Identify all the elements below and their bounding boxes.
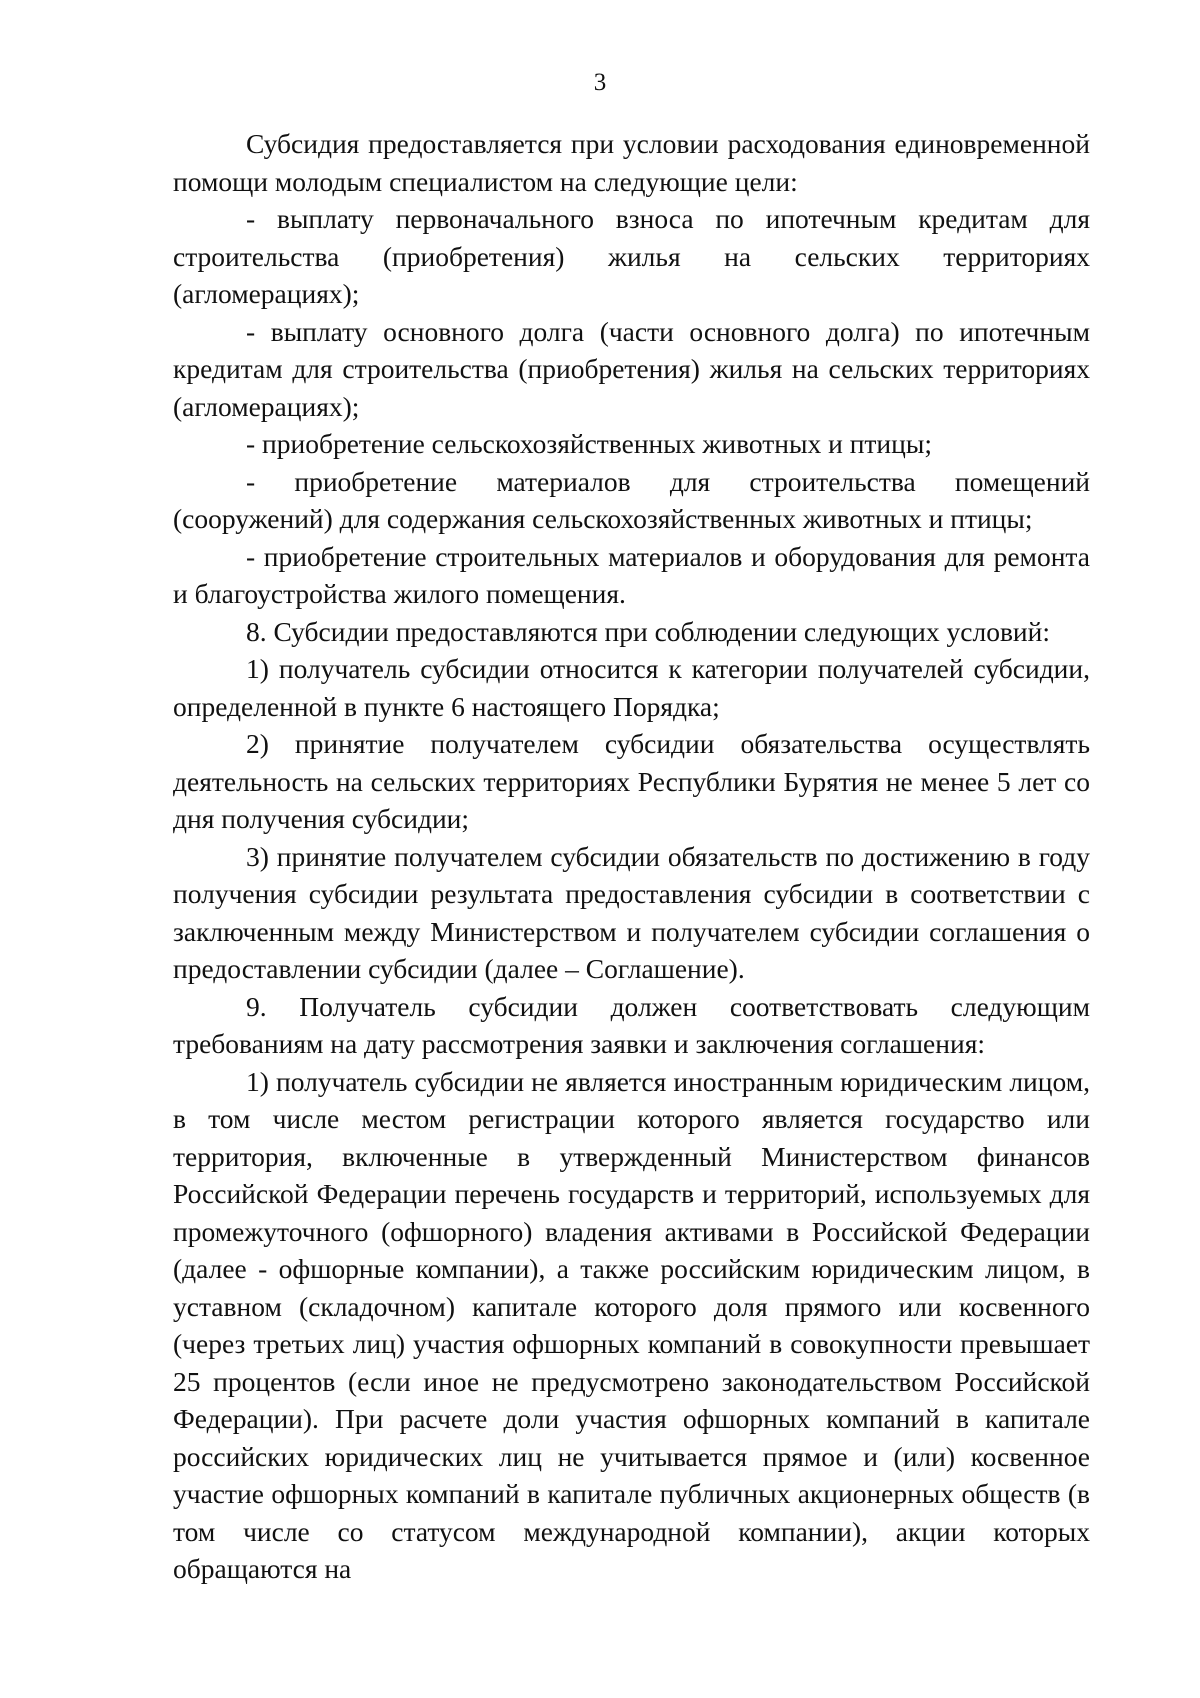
document-body: [173, 125, 1090, 1588]
list-item-repair-materials: - приобретение строительных материалов и оборудования для ремонта и благоустройства жилого помещения.: [173, 540, 1090, 609]
clause-8-item-3: 3) принятие получателем субсидии обязательств по достижению в году получения субсидии результата предоставления субсидии в соответствии с заключенным между Министерством и получателем субсидии соглашения о предоставлении субсидии (далее – Соглашение).: [173, 840, 1090, 984]
clause-9-item-1: 1) получатель субсидии не является иностранным юридическим лицом, в том числе местом регистрации которого является государство или территория, включенные в утвержденный Министерством финансов Российской Федерации перечень государств и территорий, используемых для промежуточного (офшорного) владения активами в Российской Федерации (далее - офшорные компании), а также российским юридическим лицом, в уставном (складочном) капитале которого доля прямого или косвенного (через третьих лиц) участия офшорных компаний в совокупности превышает 25 процентов (если иное не предусмотрено законодательством Российской Федерации). При расчете доли участия офшорных компаний в капитале российских юридических лиц не учитывается прямое и (или) косвенное участие офшорных компаний в капитале публичных акционерных обществ (в том числе со статусом международной компании), акции которых обращаются на: [173, 1065, 1090, 1584]
list-item-principal-debt: - выплату основного долга (части основного долга) по ипотечным кредитам для строительства (приобретения) жилья на сельских территориях (агломерациях);: [173, 315, 1090, 422]
list-item-down-payment: - выплату первоначального взноса по ипотечным кредитам для строительства (приобретения) жилья на сельских территориях (агломерациях);: [173, 203, 1090, 309]
list-item-construction-materials: - приобретение материалов для строительства помещений (сооружений) для содержания сельскохозяйственных животных и птицы;: [173, 465, 1090, 534]
page-number: 3: [593, 69, 607, 96]
paragraph-subsidy-conditions: Субсидия предоставляется при условии расходования единовременной помощи молодым специалистом на следующие цели:: [173, 128, 1090, 197]
clause-9-heading: 9. Получатель субсидии должен соответствовать следующим требованиям на дату рассмотрения заявки и заключения соглашения:: [173, 990, 1090, 1059]
clause-8-item-2: 2) принятие получателем субсидии обязательства осуществлять деятельность на сельских территориях Республики Бурятия не менее 5 лет со дня получения субсидии;: [173, 728, 1090, 834]
clause-8-heading: 8. Субсидии предоставляются при соблюдении следующих условий:: [246, 615, 1050, 647]
list-item-livestock: - приобретение сельскохозяйственных животных и птицы;: [246, 428, 932, 459]
clause-8-item-1: 1) получатель субсидии относится к категории получателей субсидии, определенной в пункте 6 настоящего Порядка;: [173, 653, 1090, 722]
